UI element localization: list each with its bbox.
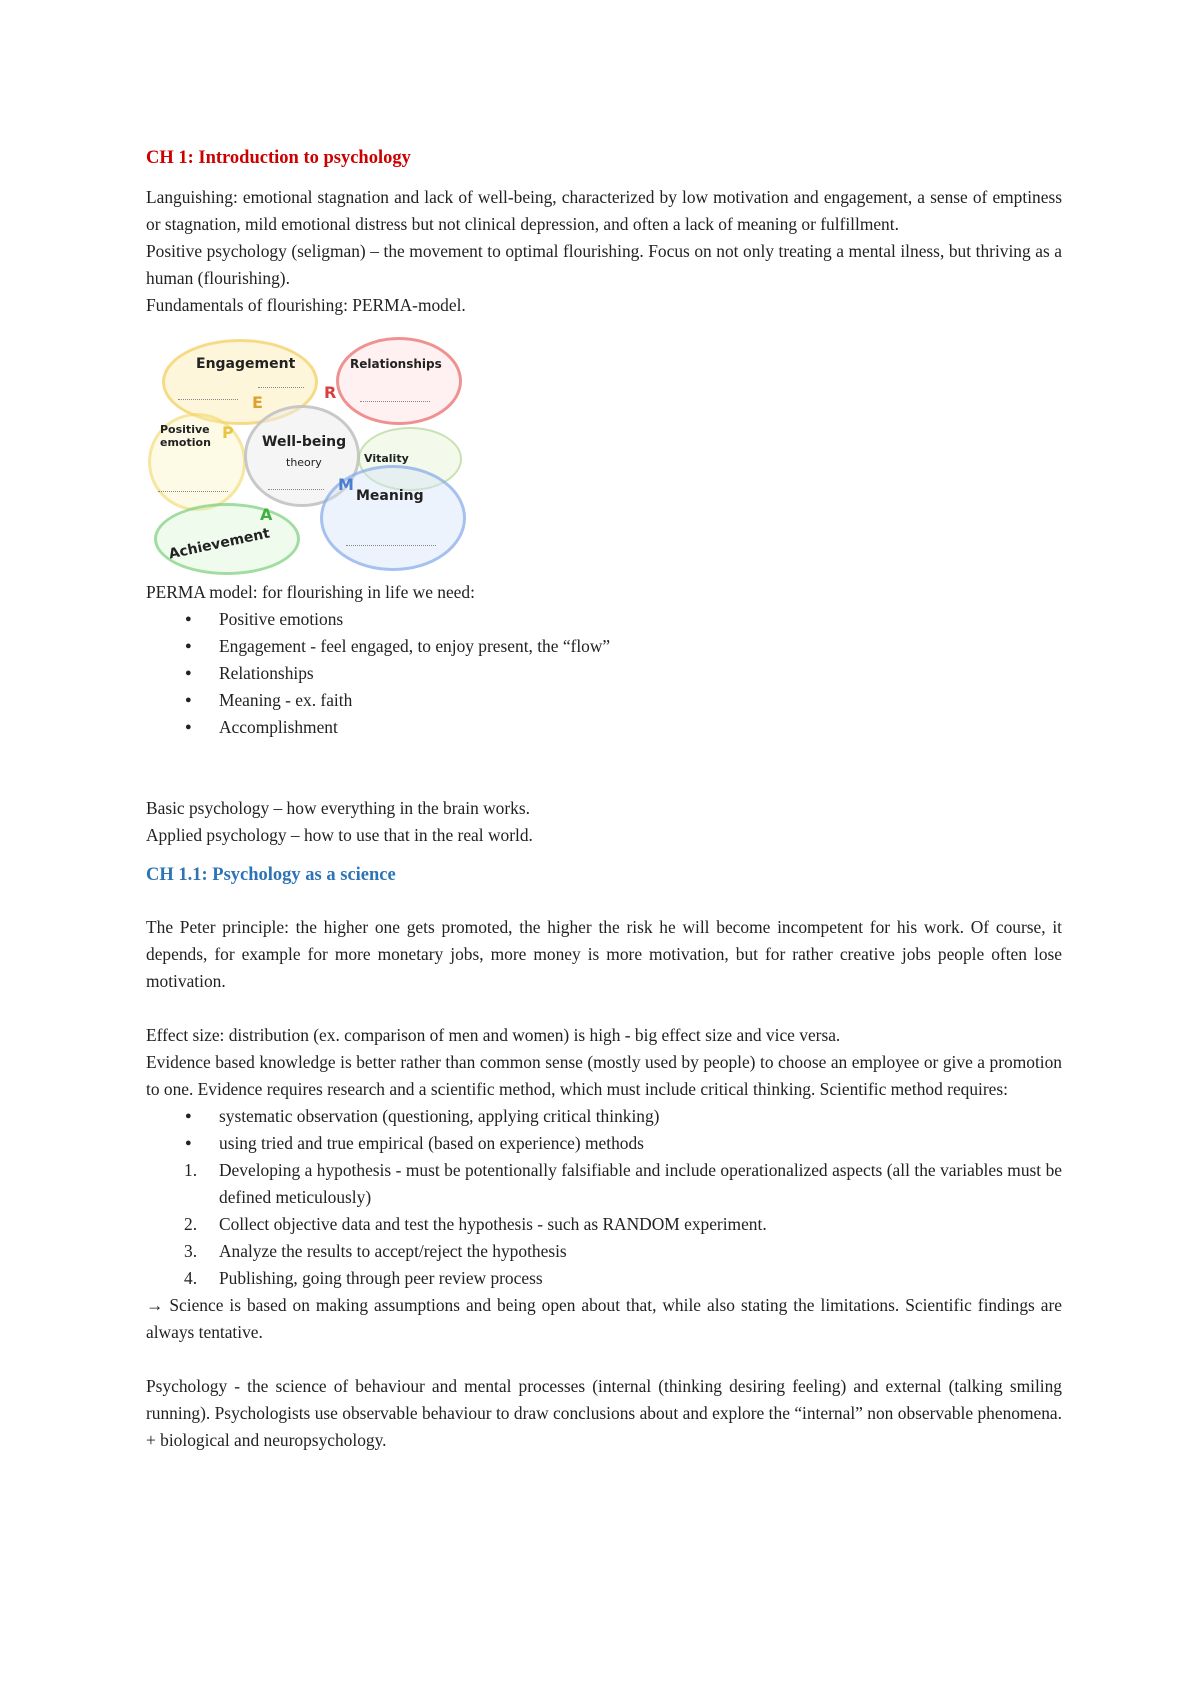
fundamentals-paragraph: Fundamentals of flourishing: PERMA-model. — [146, 295, 466, 315]
positive-psychology-paragraph: Positive psychology (seligman) – the movement to optimal flourishing. Focus on not only treating a mental ilness, but thriving as a human (flourishing). — [146, 241, 1062, 288]
wellbeing-theory-label: theory — [286, 456, 322, 469]
list-item — [146, 1238, 1062, 1265]
scribble-decoration — [258, 361, 304, 388]
list-item: ● using tried and true empirical (based on experience) methods — [146, 1130, 1062, 1157]
list-item: ● Accomplishment — [146, 714, 1062, 741]
letter-p: P — [222, 423, 234, 442]
conclusion-paragraph: → Science is based on making assumptions and being open about that, while also stating the limitations. Scientific findings are always tentative. — [146, 1295, 1062, 1342]
relationships-label: Relationships — [350, 357, 442, 371]
achievement-label: Achievement — [167, 525, 272, 563]
meaning-label: Meaning — [356, 488, 424, 504]
letter-a: A — [260, 505, 273, 524]
basic-psychology-paragraph: Basic psychology – how everything in the brain works. — [146, 798, 530, 818]
scribble-decoration — [360, 373, 430, 402]
method-steps — [146, 1157, 1062, 1292]
list-text: Developing a hypothesis - must be potentionally falsifiable and include operationalized aspects (all the variables must be defined meticulously) — [219, 1160, 1062, 1207]
list-number: 1. — [184, 1160, 198, 1180]
list-item: ● Positive emotions — [146, 606, 1062, 633]
list-text: Analyze the results to accept/reject the hypothesis — [219, 1241, 567, 1261]
positive-emotion-label: Positive emotion — [160, 423, 211, 449]
list-item — [146, 1211, 1062, 1238]
vitality-label: Vitality — [364, 452, 409, 465]
list-item: ● Meaning - ex. faith — [146, 687, 1062, 714]
letter-m: M — [338, 475, 354, 494]
peter-principle-paragraph: The Peter principle: the higher one gets promoted, the higher the risk he will become incompetent for his work. Of course, it depends, for example for more monetary jobs, more money is more motivation, but for rather creative jobs people often lose motivation. — [146, 917, 1062, 991]
list-item: ● systematic observation (questioning, applying critical thinking) — [146, 1103, 1062, 1130]
list-item: ● Relationships — [146, 660, 1062, 687]
psychology-definition-paragraph: Psychology - the science of behaviour and mental processes (internal (thinking desiring feeling) and external (talking smiling running). Psychologists use observable behaviour to draw conclusions about and explore the “internal” non observable phenomena. + biological and neuropsychology. — [146, 1376, 1062, 1450]
list-item — [146, 1157, 1062, 1211]
document-page — [146, 146, 1062, 1454]
scribble-decoration — [158, 463, 228, 492]
list-item — [146, 1265, 1062, 1292]
perma-model-illustration — [148, 333, 478, 573]
scribble-decoration — [268, 469, 324, 490]
effect-size-paragraph: Effect size: distribution (ex. comparison of men and women) is high - big effect size and vice versa. — [146, 1025, 841, 1045]
engagement-label: Engagement — [196, 356, 296, 372]
evidence-paragraph: Evidence based knowledge is better rather than common sense (mostly used by people) to choose an employee or give a promotion to one. Evidence requires research and a scientific method, which must include critical thinking. Scientific method requires: — [146, 1052, 1062, 1099]
list-number: 3. — [184, 1241, 198, 1261]
chapter-1-heading: CH 1: Introduction to psychology — [146, 148, 411, 168]
list-text: Collect objective data and test the hypothesis - such as RANDOM experiment. — [219, 1214, 767, 1234]
languishing-paragraph: Languishing: emotional stagnation and lack of well-being, characterized by low motivation and engagement, a sense of emptiness or stagnation, mild emotional distress but not clinical depression, and often a lack of meaning or fulfillment. — [146, 187, 1062, 234]
letter-e: E — [252, 393, 263, 412]
method-bullets — [146, 1103, 1062, 1157]
chapter-1-1-heading: CH 1.1: Psychology as a science — [146, 865, 396, 885]
perma-list — [146, 606, 1062, 741]
list-number: 4. — [184, 1268, 198, 1288]
applied-psychology-paragraph: Applied psychology – how to use that in the real world. — [146, 825, 533, 845]
scribble-decoration — [346, 509, 436, 546]
letter-r: R — [324, 383, 337, 402]
wellbeing-label: Well-being — [262, 434, 347, 450]
scribble-decoration — [178, 379, 238, 400]
list-text: Publishing, going through peer review process — [219, 1268, 543, 1288]
list-number: 2. — [184, 1214, 198, 1234]
list-item: ● Engagement - feel engaged, to enjoy present, the “flow” — [146, 633, 1062, 660]
perma-intro: PERMA model: for flourishing in life we need: — [146, 582, 475, 602]
